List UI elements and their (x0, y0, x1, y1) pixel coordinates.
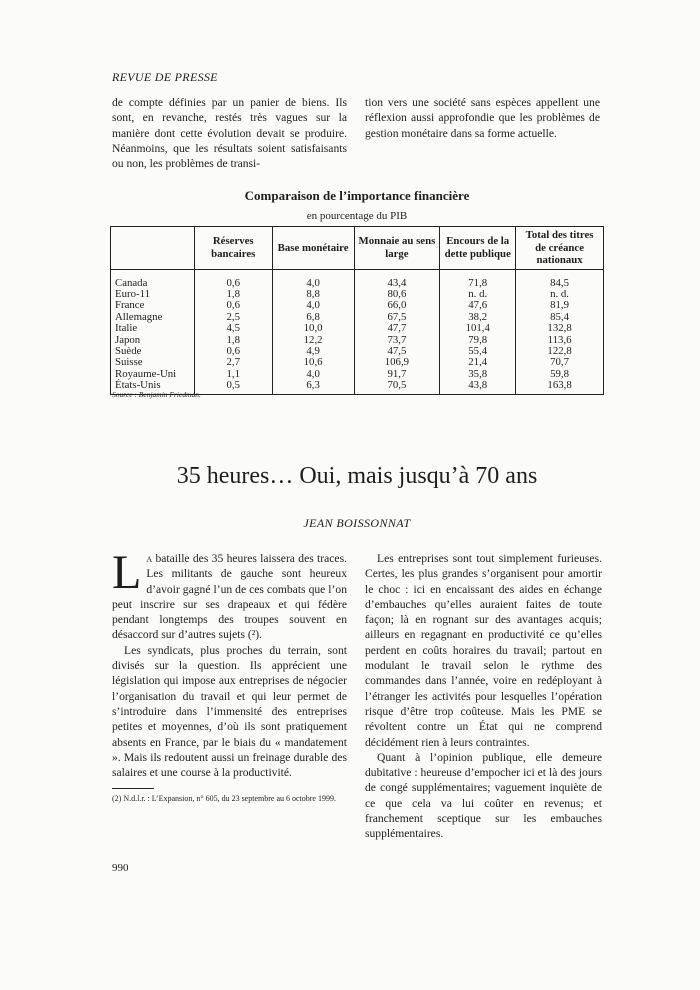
table-row (111, 335, 604, 346)
country-cell: États-Unis (111, 380, 195, 394)
top-text-right (365, 95, 600, 141)
country-cell: Euro-11 (111, 289, 195, 300)
table-row (111, 369, 604, 380)
country-cell: Allemagne (111, 312, 195, 323)
country-cell: Suisse (111, 357, 195, 368)
value-cell: 91,7 (354, 369, 440, 380)
value-cell: 0,5 (194, 380, 272, 394)
value-cell: 70,7 (516, 357, 604, 368)
country-cell: France (111, 300, 195, 311)
value-cell: 47,6 (440, 300, 516, 311)
lead-small-caps: a (146, 552, 153, 565)
value-cell: 1,1 (194, 369, 272, 380)
footnote: (2) N.d.l.r. : L’Expansion, n° 605, du 23 septembre au 6 octobre 1999. (112, 794, 336, 803)
value-cell: 35,8 (440, 369, 516, 380)
value-cell: 55,4 (440, 346, 516, 357)
table-header-row (111, 227, 604, 270)
top-paragraph-right: tion vers une société sans espèces appellent une réflexion aussi approfondie que les problèmes de gestion monétaire dans sa forme actuelle. (365, 96, 600, 140)
table-row (111, 323, 604, 334)
top-text-left (112, 95, 347, 171)
value-cell: 6,8 (272, 312, 354, 323)
value-cell: 4,9 (272, 346, 354, 357)
value-cell: 132,8 (516, 323, 604, 334)
value-cell: 163,8 (516, 380, 604, 394)
drop-cap: L (112, 546, 142, 599)
value-cell: 71,8 (440, 269, 516, 289)
value-cell: 0,6 (194, 300, 272, 311)
top-paragraph-left: de compte définies par un panier de biens. Ils sont, en revanche, restés très vagues sur la manière dont cette évolution devait se produire. Néanmoins, que les résultats soient satisfaisants ou non, les problèmes de transi- (112, 96, 347, 171)
value-cell: 4,0 (272, 369, 354, 380)
value-cell: 21,4 (440, 357, 516, 368)
running-header: REVUE DE PRESSE (112, 70, 218, 84)
value-cell: 6,3 (272, 380, 354, 394)
article-title: 35 heures… Oui, mais jusqu’à 70 ans (176, 463, 538, 489)
table-row (111, 289, 604, 300)
country-cell: Japon (111, 335, 195, 346)
value-cell: 8,8 (272, 289, 354, 300)
article-paragraph: Les syndicats, plus proches du terrain, sont divisés sur la question. Ils apprécient une législation qui impose aux entreprises de négocier l’organisation du travail et qui leur permet de s’introduire dans l’immensité des entreprises petites et moyennes, d’où ils sont pratiquement absents en France, par le biais du « mandatement ». Mais ils redoutent aussi un freinage durable des salaires et une course à la productivité. (112, 643, 347, 780)
value-cell: 101,4 (440, 323, 516, 334)
value-cell: 4,5 (194, 323, 272, 334)
value-cell: 80,6 (354, 289, 440, 300)
article-column-left (112, 546, 347, 780)
table-row (111, 300, 604, 311)
footnote-rule (112, 788, 154, 789)
page-number: 990 (112, 862, 129, 874)
article-paragraph: Quant à l’opinion publique, elle demeure dubitative : heureuse d’empocher ici et là des jours de congé supplémentaires; vaguement inquiète de ce que cela va lui coûter en revenus; et franchement sceptique sur les embauches supplémentaires. (365, 750, 602, 841)
value-cell: 47,5 (354, 346, 440, 357)
country-cell: Canada (111, 269, 195, 289)
value-cell: 106,9 (354, 357, 440, 368)
value-cell: 59,8 (516, 369, 604, 380)
article-paragraph: Les entreprises sont tout simplement furieuses. Certes, les plus grandes s’organisent pour amortir le choc : ici en encaissant des aides en échange d’embauches qu’elles auraient faites de toute façon; là en rognant sur des avantages acquis; ailleurs en regagnant en productivité ce qu’elles perdent en coûts horaires du travail; partout en modulant le travail selon le rythme des commandes dans l’année, voire en redéployant à l’étranger les activités pour lesquelles l’opération risque d’être trop coûteuse. Mais les PME se révoltent contre un État qui ne comprend décidément rien à leurs contraintes. (365, 552, 602, 749)
value-cell: 38,2 (440, 312, 516, 323)
value-cell: 122,8 (516, 346, 604, 357)
table-row (111, 269, 604, 289)
table-row (111, 346, 604, 357)
value-cell: 84,5 (516, 269, 604, 289)
value-cell: 2,7 (194, 357, 272, 368)
table-subtitle: en pourcentage du PIB (306, 210, 408, 222)
value-cell: 66,0 (354, 300, 440, 311)
article-author: JEAN BOISSONNAT (303, 516, 411, 530)
col-header: Total des titres de créance nationaux (516, 227, 604, 270)
table-source: Source : Benjamin Friedman. (112, 390, 201, 399)
country-cell: Italie (111, 323, 195, 334)
table-row (111, 312, 604, 323)
value-cell: 85,4 (516, 312, 604, 323)
value-cell: 43,8 (440, 380, 516, 394)
article-column-right (365, 551, 602, 842)
value-cell: 10,6 (272, 357, 354, 368)
value-cell: 43,4 (354, 269, 440, 289)
value-cell: 73,7 (354, 335, 440, 346)
value-cell: 0,6 (194, 346, 272, 357)
paragraph-text: bataille des 35 heures laissera des traces. Les militants de gauche sont heureux d’avoir gagné l’un de ces combats que l’on peut inscrire sur ses drapeaux et qui fédère pendant longtemps des troupes souvent en désaccord sur d’autres sujets (²). (112, 552, 347, 642)
col-header: Réserves bancaires (194, 227, 272, 270)
value-cell: 10,0 (272, 323, 354, 334)
value-cell: 4,0 (272, 269, 354, 289)
article-paragraph (112, 546, 347, 643)
value-cell: 0,6 (194, 269, 272, 289)
col-header: Base monétaire (272, 227, 354, 270)
value-cell: 79,8 (440, 335, 516, 346)
value-cell: 1,8 (194, 335, 272, 346)
col-header (111, 227, 195, 270)
table-title: Comparaison de l’importance financière (244, 188, 470, 203)
value-cell: n. d. (516, 289, 604, 300)
value-cell: n. d. (440, 289, 516, 300)
value-cell: 67,5 (354, 312, 440, 323)
country-cell: Royaume-Uni (111, 369, 195, 380)
value-cell: 12,2 (272, 335, 354, 346)
col-header: Encours de la dette publique (440, 227, 516, 270)
col-header: Monnaie au sens large (354, 227, 440, 270)
value-cell: 70,5 (354, 380, 440, 394)
value-cell: 4,0 (272, 300, 354, 311)
table-row (111, 357, 604, 368)
value-cell: 47,7 (354, 323, 440, 334)
value-cell: 81,9 (516, 300, 604, 311)
value-cell: 2,5 (194, 312, 272, 323)
value-cell: 113,6 (516, 335, 604, 346)
value-cell: 1,8 (194, 289, 272, 300)
financial-comparison-table (110, 226, 604, 395)
country-cell: Suède (111, 346, 195, 357)
